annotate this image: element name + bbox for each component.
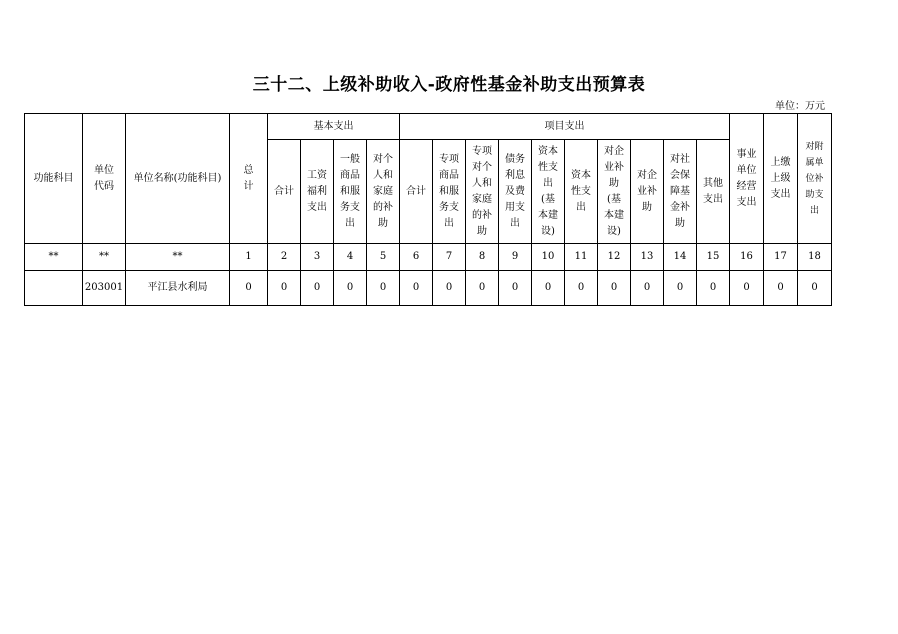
index-cell: 8	[466, 244, 499, 271]
header-debt-interest: 债务利息及费用支出	[499, 140, 532, 244]
cell-value: 0	[400, 271, 433, 306]
header-social-security: 对社会保障基金补助	[664, 140, 697, 244]
cell-value: 0	[499, 271, 532, 306]
cell-unit-code: 203001	[83, 271, 126, 306]
index-cell: 18	[798, 244, 832, 271]
index-cell: 2	[268, 244, 301, 271]
cell-value: 0	[367, 271, 400, 306]
index-cell: **	[25, 244, 83, 271]
page-title: 三十二、上级补助收入-政府性基金补助支出预算表	[252, 75, 646, 95]
header-basic-subtotal: 合计	[268, 140, 301, 244]
header-special-personal: 专项对个人和家庭的补助	[466, 140, 499, 244]
cell-value: 0	[466, 271, 499, 306]
index-cell: 5	[367, 244, 400, 271]
cell-value: 0	[433, 271, 466, 306]
header-business-ops: 事业单位经营支出	[730, 114, 764, 244]
header-subsidiary: 对附属单位补助支出	[798, 114, 832, 244]
index-cell: 7	[433, 244, 466, 271]
header-wages: 工资福利支出	[301, 140, 334, 244]
header-basic-group: 基本支出	[268, 114, 400, 140]
index-row	[25, 244, 832, 271]
index-cell: **	[126, 244, 230, 271]
index-cell: 17	[764, 244, 798, 271]
header-unit-name: 单位名称(功能科目)	[126, 114, 230, 244]
header-goods-services: 一般商品和服务支出	[334, 140, 367, 244]
index-cell: 15	[697, 244, 730, 271]
cell-value: 0	[730, 271, 764, 306]
index-cell: 6	[400, 244, 433, 271]
header-row-1	[25, 114, 832, 140]
header-enterprise-construction: 对企业补助(基本建设)	[598, 140, 631, 244]
cell-value: 0	[697, 271, 730, 306]
header-special-goods: 专项商品和服务支出	[433, 140, 466, 244]
header-proj-subtotal: 合计	[400, 140, 433, 244]
table-row	[25, 271, 832, 306]
index-cell: 12	[598, 244, 631, 271]
cell-value: 0	[764, 271, 798, 306]
cell-value: 0	[230, 271, 268, 306]
index-cell: 3	[301, 244, 334, 271]
index-cell: **	[83, 244, 126, 271]
index-cell: 1	[230, 244, 268, 271]
index-cell: 16	[730, 244, 764, 271]
header-enterprise: 对企业补助	[631, 140, 664, 244]
index-cell: 9	[499, 244, 532, 271]
cell-unit-name: 平江县水利局	[126, 271, 230, 306]
unit-label: 单位：万元	[775, 101, 825, 112]
cell-value: 0	[334, 271, 367, 306]
header-func-subject: 功能科目	[25, 114, 83, 244]
cell-value: 0	[598, 271, 631, 306]
index-cell: 13	[631, 244, 664, 271]
budget-table	[24, 113, 832, 306]
header-project-group: 项目支出	[400, 114, 730, 140]
cell-value: 0	[631, 271, 664, 306]
header-remit-upper: 上缴上级支出	[764, 114, 798, 244]
cell-value: 0	[798, 271, 832, 306]
header-unit-code: 单位代码	[83, 114, 126, 244]
index-cell: 11	[565, 244, 598, 271]
cell-value: 0	[301, 271, 334, 306]
index-cell: 10	[532, 244, 565, 271]
cell-func-subject	[25, 271, 83, 306]
header-personal-family: 对个人和家庭的补助	[367, 140, 400, 244]
header-total: 总计	[230, 114, 268, 244]
index-cell: 14	[664, 244, 697, 271]
cell-value: 0	[532, 271, 565, 306]
cell-value: 0	[664, 271, 697, 306]
cell-value: 0	[268, 271, 301, 306]
header-other: 其他支出	[697, 140, 730, 244]
header-capital-construction: 资本性支出(基本建设)	[532, 140, 565, 244]
index-cell: 4	[334, 244, 367, 271]
cell-value: 0	[565, 271, 598, 306]
header-capital: 资本性支出	[565, 140, 598, 244]
